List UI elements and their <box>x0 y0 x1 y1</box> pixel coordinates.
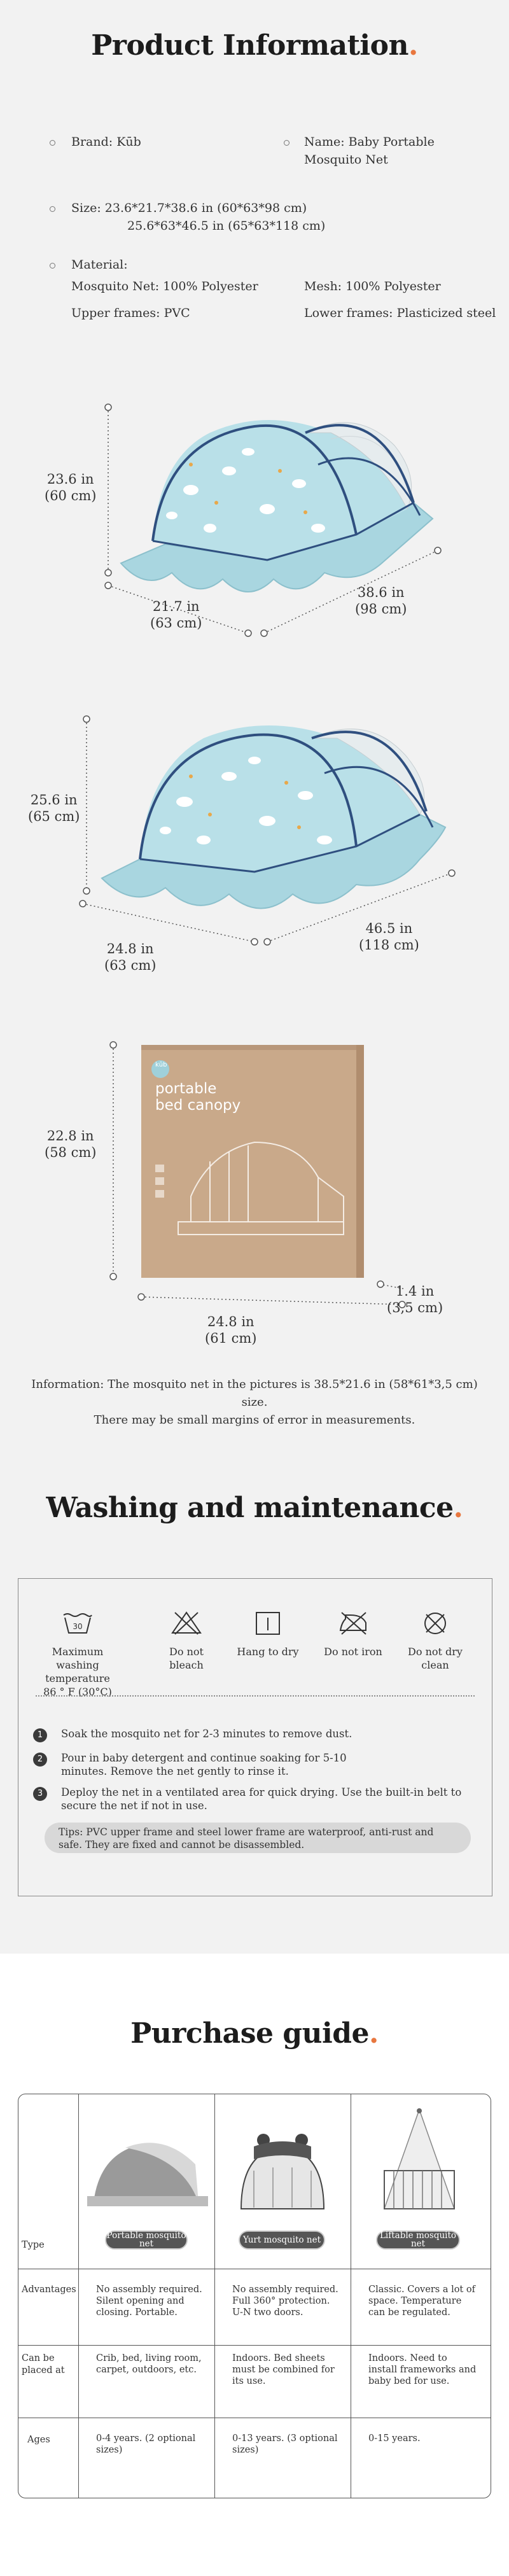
type-pill-yurt: Yurt mosquito net <box>239 2230 325 2250</box>
dim-box-height <box>45 1128 96 1161</box>
wash-icon-label: Do not bleach <box>169 1646 204 1671</box>
mosquito-net-large-image <box>0 700 509 967</box>
mosquito-net-small-image <box>0 382 509 649</box>
row-label-advantages: Advantages <box>22 2285 76 2295</box>
wash-step <box>33 1751 389 1778</box>
wash-step <box>33 1727 478 1740</box>
no-iron-icon <box>337 1610 370 1635</box>
wash-icon-label: Hang to dry <box>237 1646 299 1658</box>
dim-width-1 <box>355 584 407 617</box>
wash-icon-item <box>318 1610 388 1658</box>
table-divider <box>214 2094 215 2498</box>
dim-height-cm: (65 cm) <box>28 809 80 824</box>
dim-depth-in: 24.8 in <box>106 941 154 956</box>
bullet-icon <box>50 263 55 269</box>
portable-net-image <box>87 2132 208 2209</box>
dim-height-in: 22.8 in <box>46 1128 94 1144</box>
cell-placed-liftable: Indoors. Need to install frameworks and baby bed for use. <box>368 2353 477 2386</box>
box-name-line2: bed canopy <box>155 1097 241 1114</box>
cell-placed-portable: Crib, bed, living room, carpet, outdoors, etc. <box>96 2353 202 2375</box>
dim-thick-in: 1.4 in <box>395 1284 435 1299</box>
dim-height-2 <box>28 792 80 825</box>
wash-step <box>33 1786 491 1812</box>
bullet-icon <box>284 140 289 146</box>
type-pill-liftable: Liftable mosquito net <box>376 2230 460 2250</box>
cell-advantages-liftable: Classic. Covers a lot of space. Temperature can be regulated. <box>368 2285 475 2318</box>
row-label-placed: Can be placed at <box>22 2353 65 2376</box>
dim-depth-2 <box>104 941 156 974</box>
wash-icon-item <box>38 1610 117 1698</box>
liftable-net-image <box>365 2107 473 2222</box>
temp-label: 30 <box>73 1622 83 1631</box>
dim-depth-1 <box>150 598 202 631</box>
dim-height-in: 23.6 in <box>46 472 94 487</box>
cell-advantages-portable: No assembly required. Silent opening and closing. Portable. <box>96 2285 202 2318</box>
material-net-text: Mosquito Net: 100% Polyester <box>71 279 258 293</box>
cell-advantages-yurt: No assembly required. Full 360° protection. U-N two doors. <box>232 2285 338 2318</box>
dim-height-cm: (60 cm) <box>45 488 97 503</box>
table-divider <box>18 2345 491 2346</box>
bullet-icon <box>50 140 55 146</box>
row-label-ages: Ages <box>27 2435 50 2445</box>
wash-icon-item <box>158 1610 215 1672</box>
cell-ages-liftable: 0-15 years. <box>368 2433 421 2444</box>
dim-width-in: 38.6 in <box>357 585 405 600</box>
dim-depth-in: 21.7 in <box>152 599 200 614</box>
dim-box-width <box>205 1313 256 1347</box>
size-text-line2: 25.6*63*46.5 in (65*63*118 cm) <box>127 219 326 233</box>
no-bleach-icon <box>170 1610 203 1635</box>
dim-width-in: 46.5 in <box>365 921 413 936</box>
tips-banner: Tips: PVC upper frame and steel lower frame are waterproof, anti-rust and safe. They are fixed and cannot be disassembled. <box>45 1823 471 1853</box>
dim-width-cm: (98 cm) <box>355 601 407 617</box>
title-dot: . <box>369 2017 379 2050</box>
title-dot: . <box>408 29 418 62</box>
no-dry-clean-icon <box>419 1610 452 1635</box>
wash-icon-label: Do not iron <box>324 1646 382 1658</box>
purchase-guide-title-text: Purchase guide <box>130 2017 370 2050</box>
row-label-type: Type <box>22 2240 45 2250</box>
wash-icon-label: Do not dry clean <box>408 1646 463 1671</box>
dim-width-2 <box>359 920 419 953</box>
dim-width-cm: (61 cm) <box>205 1331 257 1346</box>
box-product-name <box>155 1081 241 1114</box>
washtub-30-icon <box>61 1610 94 1635</box>
step-number: 1 <box>33 1728 47 1742</box>
step-text: Pour in baby detergent and continue soaking for 5-10 minutes. Remove the net gently to rinse it. <box>61 1752 347 1777</box>
box-name-line1: portable <box>155 1081 217 1097</box>
section-title <box>0 29 509 62</box>
material-upper-text: Upper frames: PVC <box>71 306 190 320</box>
hang-dry-icon <box>251 1610 284 1635</box>
cell-ages-portable: 0-4 years. (2 optional sizes) <box>96 2433 196 2455</box>
purchase-guide-title <box>0 2017 509 2050</box>
dim-height-cm: (58 cm) <box>45 1145 97 1160</box>
cell-placed-yurt: Indoors. Bed sheets must be combined for its use. <box>232 2353 335 2386</box>
bullet-icon <box>50 206 55 212</box>
yurt-net-image <box>228 2132 337 2215</box>
dim-height-1 <box>45 471 96 504</box>
step-number: 3 <box>33 1787 47 1801</box>
dim-thick-cm: (3,5 cm) <box>387 1300 443 1315</box>
material-label: Material: <box>71 258 128 272</box>
note-line1: Information: The mosquito net in the pictures is 38.5*21.6 in (58*61*3,5 cm) size. <box>31 1378 478 1409</box>
box-brand-label: kūb <box>155 1061 167 1068</box>
brand-text: Brand: Kūb <box>71 135 141 149</box>
dim-depth-cm: (63 cm) <box>150 615 202 631</box>
step-text: Deploy the net in a ventilated area for quick drying. Use the built-in belt to secure the net if not in use. <box>61 1786 462 1812</box>
dotted-divider <box>36 1695 475 1697</box>
material-mesh-text: Mesh: 100% Polyester <box>304 279 441 293</box>
dim-box-thickness <box>387 1283 443 1316</box>
material-lower-text: Lower frames: Plasticized steel <box>304 306 496 320</box>
size-text-line1: Size: 23.6*21.7*38.6 in (60*63*98 cm) <box>71 201 307 215</box>
comparison-table <box>18 2094 491 2498</box>
product-name-text: Name: Baby Portable Mosquito Net <box>304 135 435 167</box>
washing-title-text: Washing and maintenance <box>46 1492 454 1524</box>
dim-width-in: 24.8 in <box>207 1314 254 1329</box>
product-info-title: Product Information <box>91 29 408 62</box>
wash-icon-item <box>403 1610 467 1672</box>
size-information-note <box>25 1376 484 1429</box>
dim-height-in: 25.6 in <box>30 792 78 808</box>
cell-ages-yurt: 0-13 years. (3 optional sizes) <box>232 2433 338 2455</box>
step-text: Soak the mosquito net for 2-3 minutes to remove dust. <box>61 1728 352 1740</box>
dim-width-cm: (118 cm) <box>359 937 419 953</box>
wash-icon-item <box>233 1610 303 1658</box>
wash-icon-label: Maximum washing temperature 86 ° F (30°C) <box>43 1646 112 1698</box>
type-pill-portable: Portable mosquito net <box>105 2230 188 2250</box>
step-number: 2 <box>33 1753 47 1767</box>
note-line2: There may be small margins of error in measurements. <box>94 1413 415 1427</box>
dim-depth-cm: (63 cm) <box>104 958 157 973</box>
title-dot: . <box>453 1492 463 1524</box>
washing-title <box>0 1492 509 1524</box>
